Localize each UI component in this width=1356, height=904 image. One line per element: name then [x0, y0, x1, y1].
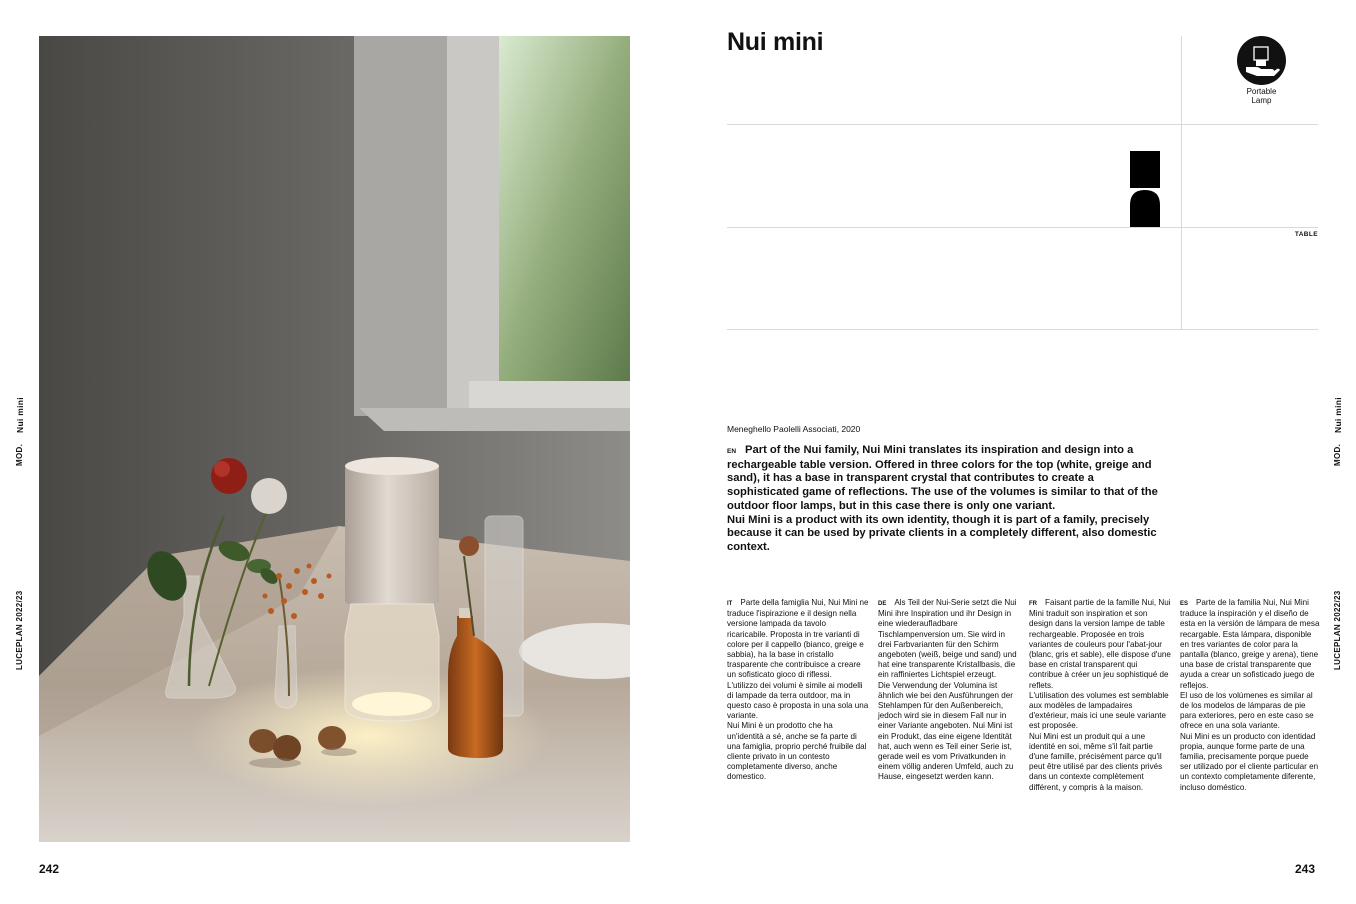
intro-en: [727, 444, 1167, 555]
column-es: [1180, 598, 1322, 793]
lang-tag-fr: FR: [1029, 601, 1037, 607]
intro-en-text: Part of the Nui family, Nui Mini translates its inspiration and design into a rechargeable table version. Offered in three colors for the top (white, greige and sand), it has a base in transparent crystal that contributes to create a sophisticated game of reflections. The use of the volumes is similar to that of the outdoor floor lamps, but in this case there is only one variant. Nui Mini is a product with its own identity, though it is part of a family, precisely because it can be used by private clients in a completely different, also domestic context.: [727, 444, 1158, 553]
portable-lamp-hand-icon: [1237, 36, 1286, 85]
right-spine-brand: LUCEPLAN 2022/23: [1333, 590, 1342, 670]
grid-divider-bottom: [727, 329, 1318, 330]
left-spine-prefix: MOD.: [15, 443, 24, 466]
left-page-number: 242: [39, 862, 60, 876]
column-it: [727, 598, 869, 783]
column-fr: [1029, 598, 1171, 793]
column-fr-p2: L'utilisation des volumes est semblable aux modèles de lampadaires d'extérieur, mais ici une seule variante est proposée.: [1029, 690, 1169, 731]
left-spine-model: Nui mini: [15, 397, 25, 433]
table-lamp-silhouette-icon: [1130, 151, 1160, 227]
column-fr-p3: Nui Mini est un produit qui a une identité en soi, même s'il fait partie d'une famille, précisément parce qu'il peut être utilisé par des clients privés dans un contexte complètement différent, y compris à la maison.: [1029, 731, 1163, 792]
designer-credit: Meneghello Paolelli Associati, 2020: [727, 424, 861, 434]
lang-tag-es: ES: [1180, 601, 1189, 607]
badge-label: [1225, 87, 1298, 105]
lang-tag-de: DE: [878, 601, 887, 607]
column-de-p1: Als Teil der Nui-Serie setzt die Nui Mini ihre Inspiration und ihr Design in eine wiederaufladbare Tischlampenversion um. Sie wird in drei Farbvarianten für den Schirm angeboten (weiß, beige und sand) und hat eine transparente Kristallbasis, die ein raffiniertes Lichtspiel erzeugt.: [878, 598, 1017, 680]
lang-tag-it: IT: [727, 601, 733, 607]
grid-divider-vertical: [1181, 36, 1182, 329]
right-spine-model: Nui mini: [1333, 397, 1343, 433]
column-fr-p1: Faisant partie de la famille Nui, Nui Mini traduit son inspiration et son design dans la version lampe de table rechargeable. Proposée en trois variantes de couleurs pour l'abat-jour (blanc, gris et sable), elle dispose d'une base en cristal transparent qui contribue à créer un jeu sophistiqué de reflets.: [1029, 598, 1171, 690]
column-es-p1: Parte de la familia Nui, Nui Mini traduce la inspiración y el diseño de esta en la versión de lámpara de mesa recargable. Esta lámpara, disponible en tres variantes de color para la pantalla (blanco, greige y arena), tiene una base de cristal transparente que ayuda a crear un sofisticado juego de reflejos.: [1180, 598, 1320, 690]
column-es-p2: El uso de los volúmenes es similar al de los modelos de lámparas de pie para exteriores, pero en este caso se ofrece en una sola variante.: [1180, 690, 1314, 731]
column-de: [878, 598, 1020, 783]
product-title: Nui mini: [727, 28, 824, 56]
right-spine-prefix: MOD.: [1333, 443, 1342, 466]
column-de-p2: Die Verwendung der Volumina ist ähnlich wie bei den Ausführungen der Stehlampen für den Außenbereich, jedoch wird sie in diesem Fall nur in einer Variante angeboten. Nui Mini ist ein Produkt, das eine eigene Identität hat, auch wenn es Teil einer Serie ist, gerade weil es vom Privatkunden in einem völlig anderen Umfeld, auch zu Hause, eingesetzt werden kann.: [878, 680, 1014, 782]
grid-divider-middle: [727, 227, 1318, 228]
column-es-p3: Nui Mini es un producto con identidad propia, aunque forme parte de una familia, precisamente porque puede ser utilizado por el cliente particular en un contexto completamente diferente, incluso doméstico.: [1180, 731, 1319, 792]
column-it-p3: Nui Mini è un prodotto che ha un'identità a sé, anche se fa parte di una famiglia, proprio perché fruibile dal cliente privato in un contesto completamente diverso, anche domestico.: [727, 721, 867, 782]
right-page-number: 243: [1295, 862, 1316, 876]
left-spine-brand: LUCEPLAN 2022/23: [15, 590, 24, 670]
lang-tag-en: EN: [727, 448, 737, 455]
badge-label-line-1: Portable: [1246, 87, 1277, 96]
column-it-p1: Parte della famiglia Nui, Nui Mini ne traduce l'ispirazione e il design nella versione lampada da tavolo ricaricabile. Proposta in tre varianti di colore per il cappello (bianco, greige e sabbia), ha la base in cristallo trasparente che contribuisce a creare un sofisticato gioco di riflessi.: [727, 598, 869, 680]
category-label: TABLE: [1294, 231, 1318, 238]
badge-label-line-2: Lamp: [1251, 96, 1272, 105]
column-it-p2: L'utilizzo dei volumi è simile ai modelli di lampade da terra outdoor, ma in questo caso è proposta in una sola una variante.: [727, 680, 869, 721]
product-photo: [39, 36, 630, 842]
grid-divider-top: [727, 124, 1318, 125]
